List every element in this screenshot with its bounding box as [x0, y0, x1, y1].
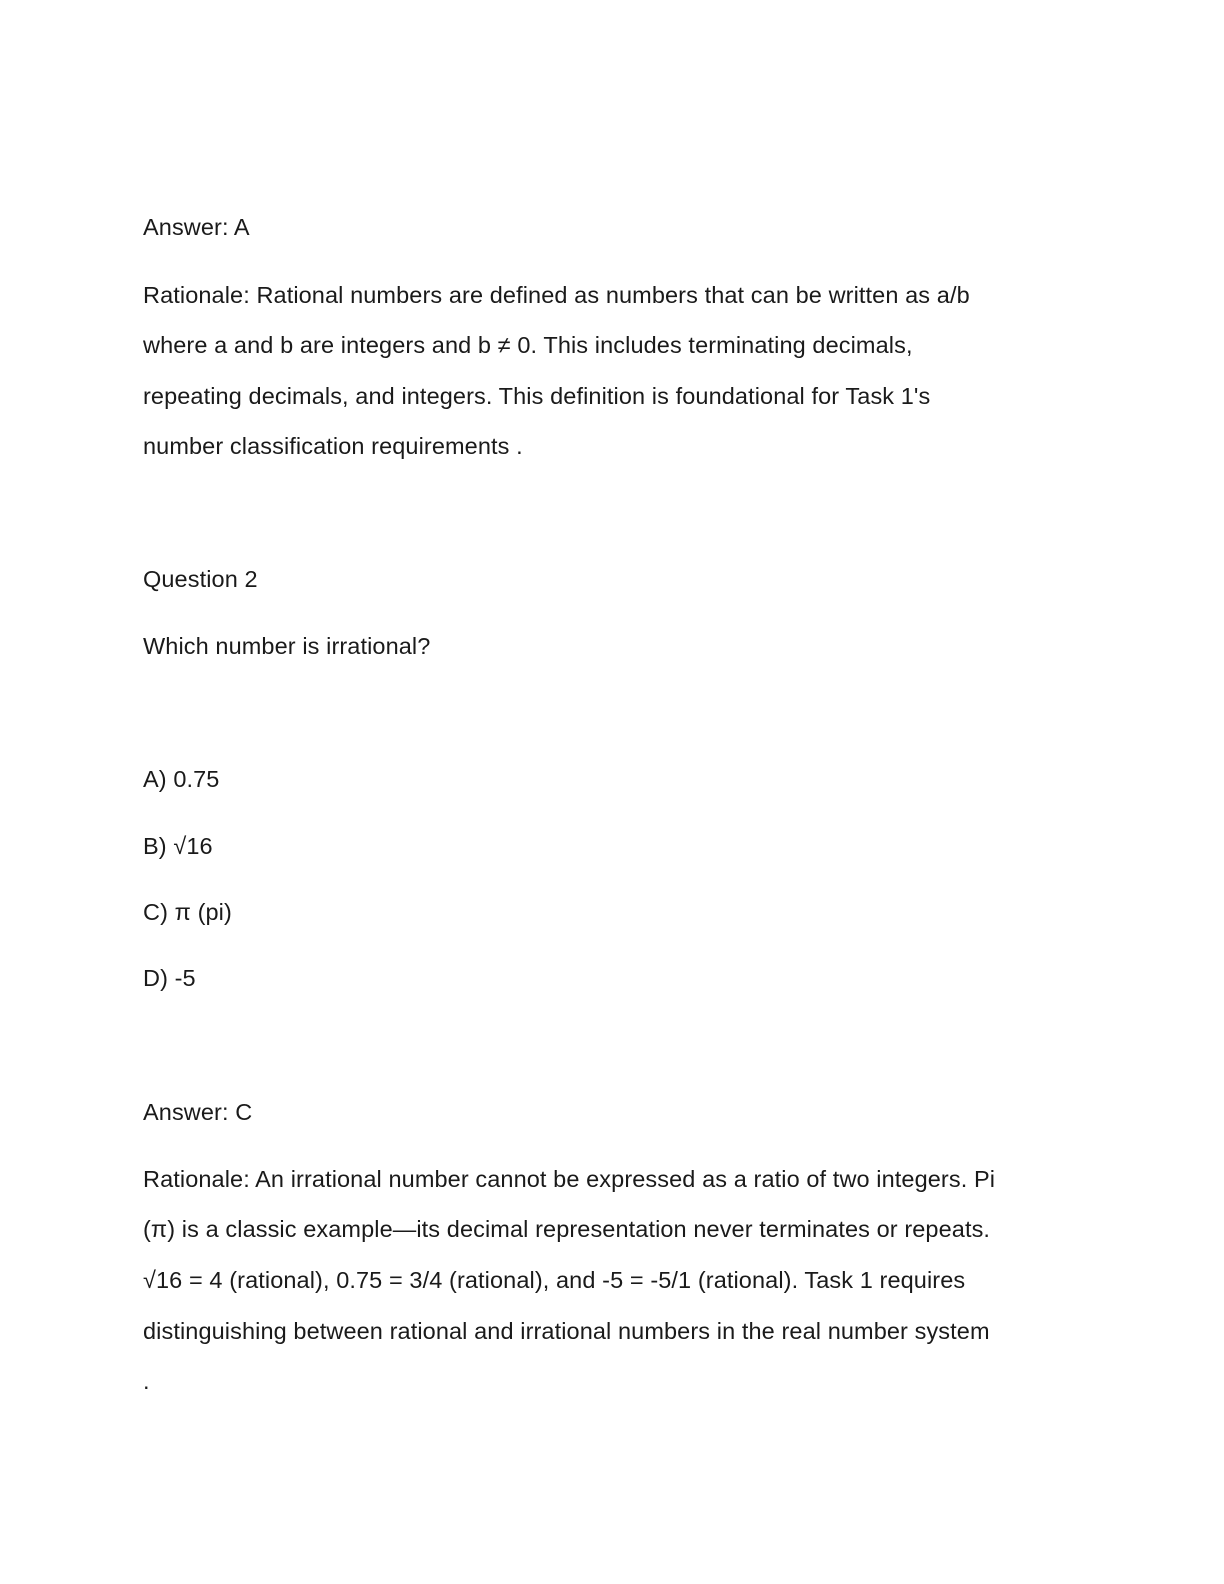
answer-2-rationale-line-4: distinguishing between rational and irrational numbers in the real number system	[143, 1318, 990, 1344]
answer-1-rationale-line-3: repeating decimals, and integers. This definition is foundational for Task 1's	[143, 383, 931, 409]
answer-1-rationale-line-4: number classification requirements .	[143, 433, 523, 459]
answer-2-label: Answer: C	[143, 1099, 253, 1125]
option-d: D) -5	[143, 965, 196, 991]
option-b: B) √16	[143, 833, 213, 859]
answer-1-rationale-line-2: where a and b are integers and b ≠ 0. This includes terminating decimals,	[143, 332, 913, 358]
answer-2-rationale-line-2: (π) is a classic example—its decimal representation never terminates or repeats.	[143, 1216, 991, 1242]
option-c: C) π (pi)	[143, 899, 232, 925]
question-2-prompt: Which number is irrational?	[143, 633, 431, 659]
question-2-title: Question 2	[143, 566, 258, 592]
answer-1-label: Answer: A	[143, 214, 250, 240]
answer-2-rationale-line-1: Rationale: An irrational number cannot be expressed as a ratio of two integers. Pi	[143, 1166, 996, 1192]
answer-2-rationale-line-5: .	[143, 1368, 150, 1394]
option-a: A) 0.75	[143, 766, 220, 792]
answer-1-rationale-line-1: Rationale: Rational numbers are defined as numbers that can be written as a/b	[143, 282, 970, 308]
answer-2-rationale-line-3: √16 = 4 (rational), 0.75 = 3/4 (rational), and -5 = -5/1 (rational). Task 1 requires	[143, 1267, 966, 1293]
